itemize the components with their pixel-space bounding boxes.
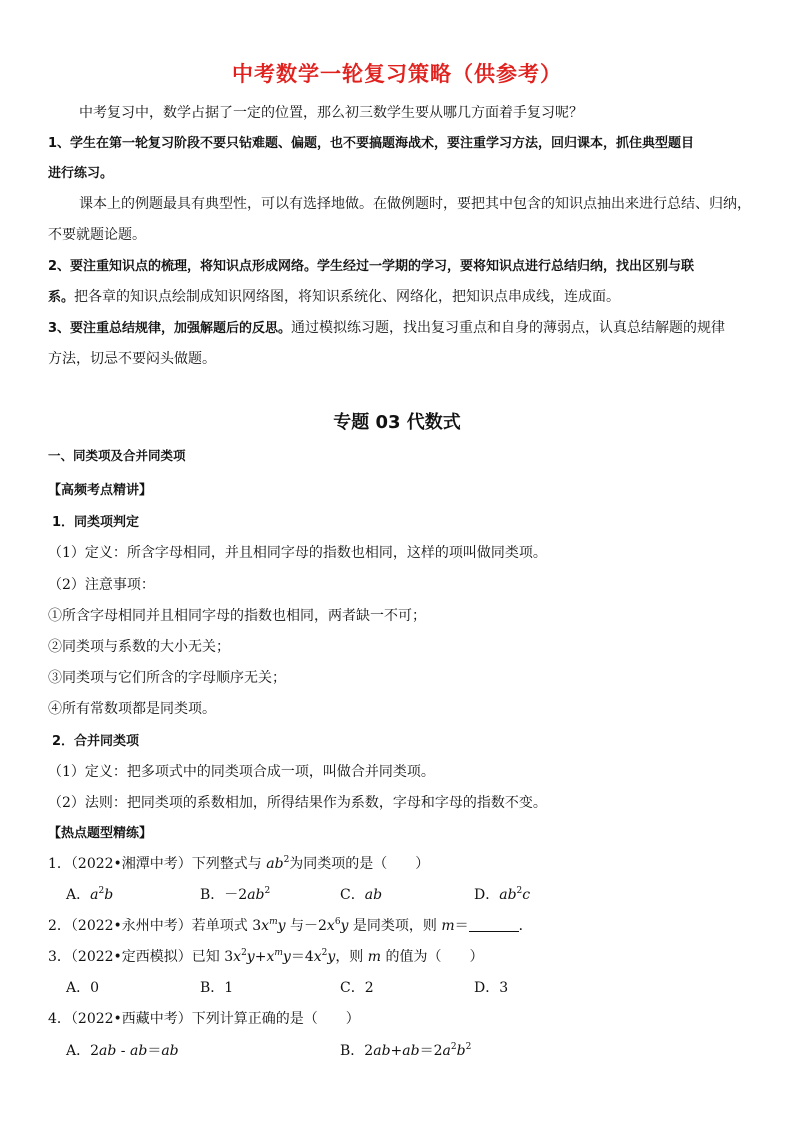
q3-option-a: A．0 bbox=[66, 980, 100, 996]
q4-option-b: B．$2ab+ab=2a^2b^2$ bbox=[340, 1042, 472, 1059]
bracket-heading-1: 【高频考点精讲】 bbox=[48, 483, 153, 498]
q3-option-d: D．3 bbox=[474, 980, 509, 996]
point3-text-line2: 方法，切忌不要闷头做题。 bbox=[48, 351, 216, 367]
point1-text-line1: 课本上的例题最具有典型性，可以有选择地做。在做例题时，要把其中包含的知识点抽出来进行总结、归纳， bbox=[79, 196, 751, 212]
q3-option-c: C．2 bbox=[340, 980, 374, 996]
q1-option-d: D．$ab^2c$ bbox=[474, 886, 531, 903]
point2-text-line2b: 把各章的知识点绘制成知识网络图，将知识系统化、网络化，把知识点串成线，连成面。 bbox=[74, 289, 621, 305]
question-1: 1．（2022•湘潭中考）下列整式与 $ab^2$为同类项的是（ ） bbox=[48, 855, 430, 872]
topic-title: 专题 03 代数式 bbox=[333, 412, 461, 433]
point3-bold-line1a: 3、要注重总结规律，加强解题后的反思。 bbox=[48, 321, 292, 336]
note-4: ④所有常数项都是同类项。 bbox=[48, 701, 216, 717]
answer-blank bbox=[469, 919, 519, 932]
point2-line2 bbox=[48, 286, 620, 306]
point2-bold-line1: 2、要注重知识点的梳理，将知识点形成网络。学生经过一学期的学习，要将知识点进行总结归纳，找出区别与联 bbox=[48, 259, 695, 274]
question-2: 2．（2022•永州中考）若单项式 $3x^my$ 与$-2x^6y$ 是同类项，则 m＝ ． bbox=[48, 917, 533, 934]
definition-1: （1）定义：所含字母相同，并且相同字母的指数也相同，这样的项叫做同类项。 bbox=[48, 545, 547, 561]
q1-option-b: B．$-2ab^2$ bbox=[200, 886, 271, 903]
note-2: ②同类项与系数的大小无关； bbox=[48, 639, 230, 655]
intro-text: 中考复习中，数学占据了一定的位置，那么初三数学生要从哪几方面着手复习呢？ bbox=[79, 105, 583, 121]
rule-2: （2）法则：把同类项的系数相加，所得结果作为系数，字母和字母的指数不变。 bbox=[48, 795, 547, 811]
q3-option-b: B．1 bbox=[200, 980, 234, 996]
question-3: 3．（2022•定西模拟）已知 $3x^2y+x^my=4x^2y$，则 m 的值为（ ） bbox=[48, 948, 484, 965]
notes-heading: （2）注意事项： bbox=[48, 577, 155, 593]
q1-option-c: C．ab bbox=[340, 887, 383, 903]
note-1: ①所含字母相同并且相同字母的指数也相同，两者缺一不可； bbox=[48, 608, 426, 624]
page-title: 中考数学一轮复习策略（供参考） bbox=[232, 62, 562, 86]
point3-line1 bbox=[48, 317, 725, 337]
point3-text-line1b: 通过模拟练习题，找出复习重点和自身的薄弱点，认真总结解题的规律 bbox=[291, 320, 726, 336]
q1-option-a: A．$a^2b$ bbox=[66, 886, 114, 903]
sub-heading-1: 1．同类项判定 bbox=[52, 515, 140, 530]
section1-heading: 一、同类项及合并同类项 bbox=[48, 448, 186, 463]
point1-bold-line1: 1、学生在第一轮复习阶段不要只钻难题、偏题，也不要搞题海战术，要注重学习方法，回归课本，抓住典型题目 bbox=[48, 136, 695, 151]
bracket-heading-2: 【热点题型精练】 bbox=[48, 826, 153, 841]
point2-bold-line2a: 系。 bbox=[48, 290, 75, 305]
point1-text-line2: 不要就题论题。 bbox=[48, 227, 146, 243]
q1-prefix: 1．（2022•湘潭中考）下列整式与 bbox=[48, 856, 267, 872]
point1-bold-line2: 进行练习。 bbox=[48, 166, 114, 181]
sub-heading-2: 2．合并同类项 bbox=[52, 734, 140, 749]
definition-2: （1）定义：把多项式中的同类项合成一项，叫做合并同类项。 bbox=[48, 764, 435, 780]
q4-option-a: A．2ab - ab＝ab bbox=[66, 1043, 179, 1059]
q1-suffix: 为同类项的是（ ） bbox=[289, 856, 430, 872]
question-4: 4．（2022•西藏中考）下列计算正确的是（ ） bbox=[48, 1011, 360, 1027]
note-3: ③同类项与它们所含的字母顺序无关； bbox=[48, 670, 286, 686]
